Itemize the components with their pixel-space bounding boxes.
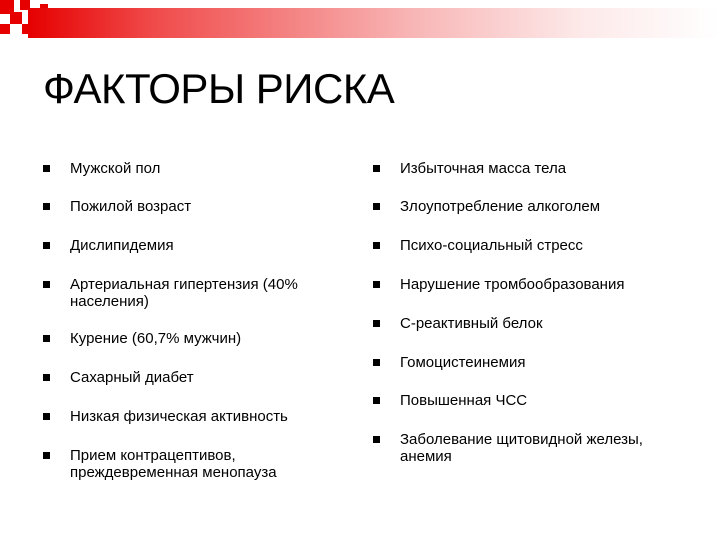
list-item-label: Прием контрацептивов, преждевременная менопауза xyxy=(70,447,277,481)
square-bullet-icon xyxy=(373,436,380,443)
list-item-label: Избыточная масса тела xyxy=(400,160,567,177)
square-bullet-icon xyxy=(43,242,50,249)
list-item-label: Повышенная ЧСС xyxy=(400,392,528,409)
list-item-label: Низкая физическая активность xyxy=(70,408,288,425)
square-bullet-icon xyxy=(43,335,50,342)
square-bullet-icon xyxy=(43,374,50,381)
square-bullet-icon xyxy=(43,203,50,210)
list-item-label: Курение (60,7% мужчин) xyxy=(70,330,242,347)
list-item-label: Заболевание щитовидной железы, анемия xyxy=(400,431,643,465)
list-item-label: Нарушение тромбообразования xyxy=(400,276,625,293)
square-bullet-icon xyxy=(373,165,380,172)
square-bullet-icon xyxy=(43,281,50,288)
decor-square xyxy=(0,24,10,34)
list-item-label: Дислипидемия xyxy=(70,237,174,254)
header-gradient-bar xyxy=(28,8,720,38)
square-bullet-icon xyxy=(373,281,380,288)
list-item-label: Гомоцистеинемия xyxy=(400,354,526,371)
list-item-label: С-реактивный белок xyxy=(400,315,543,332)
square-bullet-icon xyxy=(43,452,50,459)
list-item-label: Психо-социальный стресс xyxy=(400,237,583,254)
square-bullet-icon xyxy=(373,320,380,327)
square-bullet-icon xyxy=(43,413,50,420)
square-bullet-icon xyxy=(373,203,380,210)
square-bullet-icon xyxy=(43,165,50,172)
square-bullet-icon xyxy=(373,359,380,366)
list-item-label: Мужской пол xyxy=(70,160,161,177)
page-title: ФАКТОРЫ РИСКА xyxy=(43,65,395,112)
list-item-label: Пожилой возраст xyxy=(70,198,192,215)
decor-square xyxy=(10,12,22,24)
list-item-label: Злоупотребление алкоголем xyxy=(400,198,601,215)
square-bullet-icon xyxy=(373,242,380,249)
square-bullet-icon xyxy=(373,397,380,404)
list-item-label: Сахарный диабет xyxy=(70,369,194,386)
list-item-label: Артериальная гипертензия (40% населения) xyxy=(70,276,298,310)
